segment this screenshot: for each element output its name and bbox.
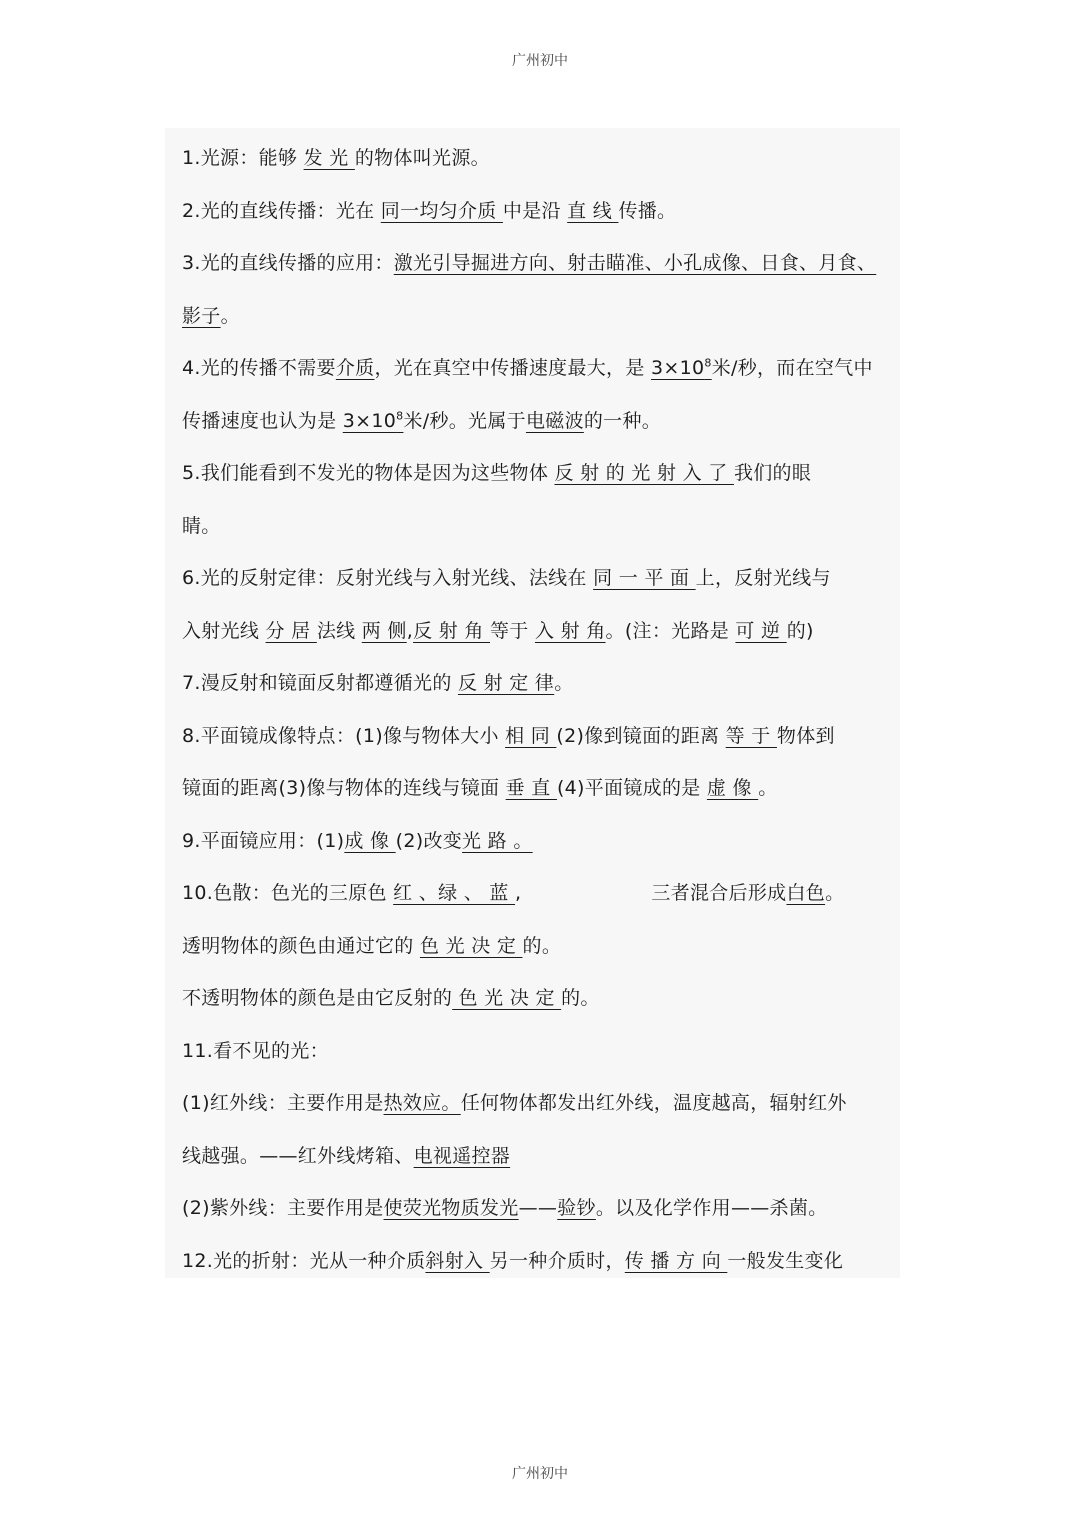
line-2: 2.光的直线传播：光在 同一均匀介质 中是沿 直 线 传播。 [182, 199, 677, 222]
line-3-cont: 影子。 [182, 304, 240, 327]
line-12: 12.光的折射：光从一种介质斜射入 另一种介质时，传 播 方 向 一般发生变化 [182, 1249, 844, 1272]
answer-blank: 影子 [182, 304, 221, 327]
line-7: 7.漫反射和镜面反射都遵循光的 反 射 定 律。 [182, 672, 574, 694]
line-4-cont: 传播速度也认为是 $3\times 10^8$米/秒。光属于电磁波的一种。 [182, 409, 662, 432]
answer-blank: 发 光 [303, 147, 355, 169]
line-6: 6.光的反射定律：反射光线与入射光线、法线在 同 一 平 面 上，反射光线与 [182, 567, 831, 589]
answer-blank: 虚 像 [706, 777, 759, 799]
answer-blank: 使荧光物质发光 [383, 1197, 519, 1219]
answer-blank: 光 路 。 [462, 829, 533, 852]
answer-blank: 相 同 [505, 724, 557, 747]
line-1: 1.光源：能够 发 光 的物体叫光源。 [182, 147, 490, 169]
answer-blank: 传 播 方 向 [624, 1249, 728, 1272]
answer-blank: 等 于 [725, 724, 777, 747]
line-5-cont: 睛。 [182, 514, 221, 537]
document-body [182, 132, 882, 1287]
answer-blank: 色 光 决 定 [419, 934, 523, 957]
answer-blank: 垂 直 [505, 777, 557, 799]
answer-blank: 热效应。 [383, 1092, 461, 1114]
line-4: 4.光的传播不需要介质，光在真空中传播速度最大，是 $3\times 10^8$米/秒，而在空气中 [182, 356, 873, 379]
line-10: 10.色散：色光的三原色 红 、绿 、 蓝 , 三者混合后形成白色。 [182, 882, 845, 904]
line-5: 5.我们能看到不发光的物体是因为这些物体 反 射 的 光 射 入 了 我们的眼 [182, 462, 812, 484]
line-8-cont: 镜面的距离(3)像与物体的连线与镜面 垂 直 (4)平面镜成的是 虚 像 。 [182, 777, 778, 799]
line-10-c: 不透明物体的颜色是由它反射的 色 光 决 定 的。 [182, 987, 600, 1009]
answer-blank: 白色 [786, 882, 826, 904]
page-footer: 广州初中 [512, 1466, 568, 1482]
line-8: 8.平面镜成像特点：(1)像与物体大小 相 同 (2)像到镜面的距离 等 于 物体到 [182, 724, 835, 747]
answer-blank: 两 侧 [361, 619, 407, 642]
page-header: 广州初中 [512, 53, 568, 69]
answer-blank: $3\times 10^8$ [651, 356, 712, 379]
line-11: 11.看不见的光： [182, 1039, 329, 1062]
answer-blank: 色 光 决 定 [452, 987, 562, 1009]
line-10-b: 透明物体的颜色由通过它的 色 光 决 定 的。 [182, 934, 562, 957]
line-3: 3.光的直线传播的应用：激光引导掘进方向、射击瞄准、小孔成像、日食、月食、 [182, 252, 877, 274]
line-9: 9.平面镜应用：(1)成 像 (2)改变光 路 。 [182, 829, 533, 852]
answer-blank: 激光引导掘进方向、射击瞄准、小孔成像、日食、月食、 [393, 252, 877, 274]
answer-blank: 同一均匀介质 [380, 199, 503, 222]
answer-blank: 斜射入 [425, 1249, 490, 1272]
line-11-b: (2)紫外线：主要作用是使荧光物质发光——验钞。以及化学作用——杀菌。 [182, 1197, 828, 1219]
answer-blank: 反 射 的 光 射 入 了 [554, 462, 734, 484]
answer-blank: 验钞 [557, 1197, 596, 1219]
answer-blank: 分 居 [265, 619, 317, 642]
line-11-a-cont: 线越强。——红外线烤箱、电视遥控器 [182, 1144, 511, 1167]
answer-blank: 入 射 角 [534, 619, 606, 642]
line-11-a: (1)红外线：主要作用是热效应。任何物体都发出红外线，温度越高，辐射红外 [182, 1092, 847, 1114]
answer-blank: 电磁波 [525, 409, 584, 432]
answer-blank: 成 像 [344, 829, 396, 852]
answer-blank: 反 射 定 律 [457, 672, 555, 694]
answer-blank: 可 逆 [735, 619, 787, 642]
answer-blank: 反 射 角 [413, 619, 490, 642]
answer-blank: 电视遥控器 [413, 1144, 511, 1167]
answer-blank: 红 、绿 、 蓝 [393, 882, 516, 904]
answer-blank: 介质 [335, 357, 375, 379]
line-6-cont: 入射光线 分 居 法线 两 侧,反 射 角 等于 入 射 角。(注：光路是 可 逆 的) [182, 619, 814, 642]
answer-blank: 直 线 [567, 199, 619, 222]
answer-blank: 同 一 平 面 [593, 567, 696, 589]
answer-blank: $3\times 10^8$ [342, 409, 404, 432]
